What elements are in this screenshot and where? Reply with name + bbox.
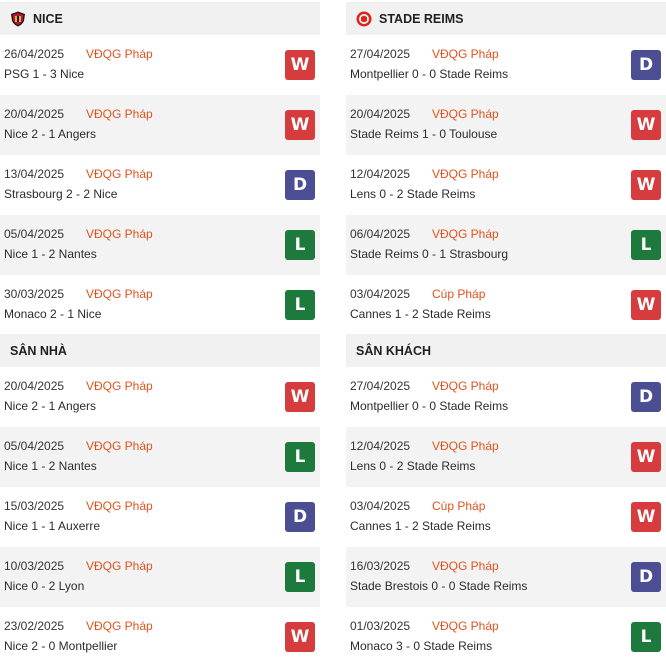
- match-score: Monaco 3 - 0 Stade Reims: [350, 639, 493, 653]
- match-list: [346, 35, 666, 335]
- match-date: 23/02/2025: [4, 619, 65, 633]
- result-badge: W: [631, 502, 661, 532]
- match-score: Stade Brestois 0 - 0 Stade Reims: [350, 579, 528, 593]
- match-list: [346, 367, 666, 661]
- match-row: [346, 547, 666, 607]
- match-row: [346, 487, 666, 547]
- match-score: Nice 2 - 1 Angers: [4, 127, 97, 141]
- match-row: [346, 35, 666, 95]
- competition-link[interactable]: VĐQG Pháp: [86, 47, 153, 61]
- match-date: 27/04/2025: [350, 47, 411, 61]
- match-date: 01/03/2025: [350, 619, 411, 633]
- match-row: [0, 155, 320, 215]
- match-score: Nice 2 - 1 Angers: [4, 399, 97, 413]
- match-date: 12/04/2025: [350, 439, 411, 453]
- match-date: 20/04/2025: [4, 107, 65, 121]
- match-date: 16/03/2025: [350, 559, 411, 573]
- match-date: 10/03/2025: [4, 559, 65, 573]
- competition-link[interactable]: VĐQG Pháp: [432, 227, 499, 241]
- match-date: 20/04/2025: [350, 107, 411, 121]
- competition-link[interactable]: VĐQG Pháp: [432, 559, 499, 573]
- match-score: Nice 1 - 2 Nantes: [4, 247, 97, 261]
- competition-link[interactable]: VĐQG Pháp: [86, 107, 153, 121]
- result-badge: W: [631, 170, 661, 200]
- match-score: Nice 1 - 2 Nantes: [4, 459, 97, 473]
- match-score: PSG 1 - 3 Nice: [4, 67, 85, 81]
- result-badge: W: [285, 622, 315, 652]
- match-row: [346, 367, 666, 427]
- result-badge: L: [631, 622, 661, 652]
- result-badge: W: [631, 442, 661, 472]
- match-score: Cannes 1 - 2 Stade Reims: [350, 519, 491, 533]
- match-score: Monaco 2 - 1 Nice: [4, 307, 102, 321]
- competition-link[interactable]: VĐQG Pháp: [86, 227, 153, 241]
- match-row: [0, 95, 320, 155]
- panel-header: [346, 2, 666, 35]
- result-badge: D: [285, 502, 315, 532]
- match-list: [0, 35, 320, 335]
- match-row: [346, 607, 666, 661]
- match-row: [346, 275, 666, 335]
- match-score: Montpellier 0 - 0 Stade Reims: [350, 67, 509, 81]
- match-row: [0, 215, 320, 275]
- match-row: [0, 547, 320, 607]
- match-row: [0, 367, 320, 427]
- match-score: Cannes 1 - 2 Stade Reims: [350, 307, 491, 321]
- result-badge: L: [285, 442, 315, 472]
- match-score: Lens 0 - 2 Stade Reims: [350, 459, 476, 473]
- match-row: [346, 215, 666, 275]
- match-date: 15/03/2025: [4, 499, 65, 513]
- competition-link[interactable]: VĐQG Pháp: [432, 439, 499, 453]
- result-badge: W: [631, 290, 661, 320]
- match-row: [0, 487, 320, 547]
- result-badge: D: [631, 382, 661, 412]
- match-date: 30/03/2025: [4, 287, 65, 301]
- result-badge: L: [285, 230, 315, 260]
- match-score: Nice 2 - 0 Montpellier: [4, 639, 118, 653]
- match-row: [0, 607, 320, 661]
- competition-link[interactable]: VĐQG Pháp: [86, 287, 153, 301]
- nice-recent-matches-panel: [0, 2, 320, 335]
- panel-title: STADE REIMS: [379, 11, 464, 26]
- match-row: [346, 427, 666, 487]
- match-score: Nice 0 - 2 Lyon: [4, 579, 85, 593]
- panel-title: SÂN KHÁCH: [356, 343, 431, 358]
- match-date: 12/04/2025: [350, 167, 411, 181]
- match-date: 03/04/2025: [350, 499, 411, 513]
- competition-link[interactable]: VĐQG Pháp: [432, 167, 499, 181]
- match-score: Stade Reims 0 - 1 Strasbourg: [350, 247, 509, 261]
- competition-link[interactable]: Cúp Pháp: [432, 287, 486, 301]
- match-date: 13/04/2025: [4, 167, 65, 181]
- competition-link[interactable]: VĐQG Pháp: [432, 47, 499, 61]
- match-row: [0, 35, 320, 95]
- result-badge: L: [285, 562, 315, 592]
- competition-link[interactable]: VĐQG Pháp: [432, 379, 499, 393]
- match-date: 27/04/2025: [350, 379, 411, 393]
- result-badge: D: [631, 50, 661, 80]
- match-score: Lens 0 - 2 Stade Reims: [350, 187, 476, 201]
- panel-header: [346, 334, 666, 367]
- competition-link[interactable]: VĐQG Pháp: [432, 107, 499, 121]
- result-badge: W: [285, 382, 315, 412]
- result-badge: W: [631, 110, 661, 140]
- result-badge: D: [285, 170, 315, 200]
- away-matches-panel: [346, 334, 666, 661]
- match-date: 06/04/2025: [350, 227, 411, 241]
- match-list: [0, 367, 320, 661]
- competition-link[interactable]: VĐQG Pháp: [86, 619, 153, 633]
- home-matches-panel: [0, 334, 320, 661]
- panel-header: [0, 334, 320, 367]
- result-badge: L: [631, 230, 661, 260]
- competition-link[interactable]: VĐQG Pháp: [86, 167, 153, 181]
- match-score: Stade Reims 1 - 0 Toulouse: [350, 127, 498, 141]
- competition-link[interactable]: Cúp Pháp: [432, 499, 486, 513]
- match-score: Montpellier 0 - 0 Stade Reims: [350, 399, 509, 413]
- competition-link[interactable]: VĐQG Pháp: [86, 439, 153, 453]
- competition-link[interactable]: VĐQG Pháp: [86, 499, 153, 513]
- match-date: 26/04/2025: [4, 47, 65, 61]
- nice-crest-icon: [10, 11, 26, 27]
- match-date: 03/04/2025: [350, 287, 411, 301]
- match-score: Strasbourg 2 - 2 Nice: [4, 187, 118, 201]
- result-badge: W: [285, 110, 315, 140]
- match-row: [0, 275, 320, 335]
- reims-crest-icon: [356, 11, 372, 27]
- match-date: 20/04/2025: [4, 379, 65, 393]
- match-row: [0, 427, 320, 487]
- panel-title: SÂN NHÀ: [10, 343, 67, 358]
- competition-link[interactable]: VĐQG Pháp: [432, 619, 499, 633]
- match-row: [346, 155, 666, 215]
- match-score: Nice 1 - 1 Auxerre: [4, 519, 101, 533]
- result-badge: W: [285, 50, 315, 80]
- panel-title: NICE: [33, 11, 63, 26]
- result-badge: D: [631, 562, 661, 592]
- competition-link[interactable]: VĐQG Pháp: [86, 379, 153, 393]
- reims-recent-matches-panel: [346, 2, 666, 335]
- panel-header: [0, 2, 320, 35]
- match-date: 05/04/2025: [4, 439, 65, 453]
- competition-link[interactable]: VĐQG Pháp: [86, 559, 153, 573]
- match-row: [346, 95, 666, 155]
- result-badge: L: [285, 290, 315, 320]
- match-date: 05/04/2025: [4, 227, 65, 241]
